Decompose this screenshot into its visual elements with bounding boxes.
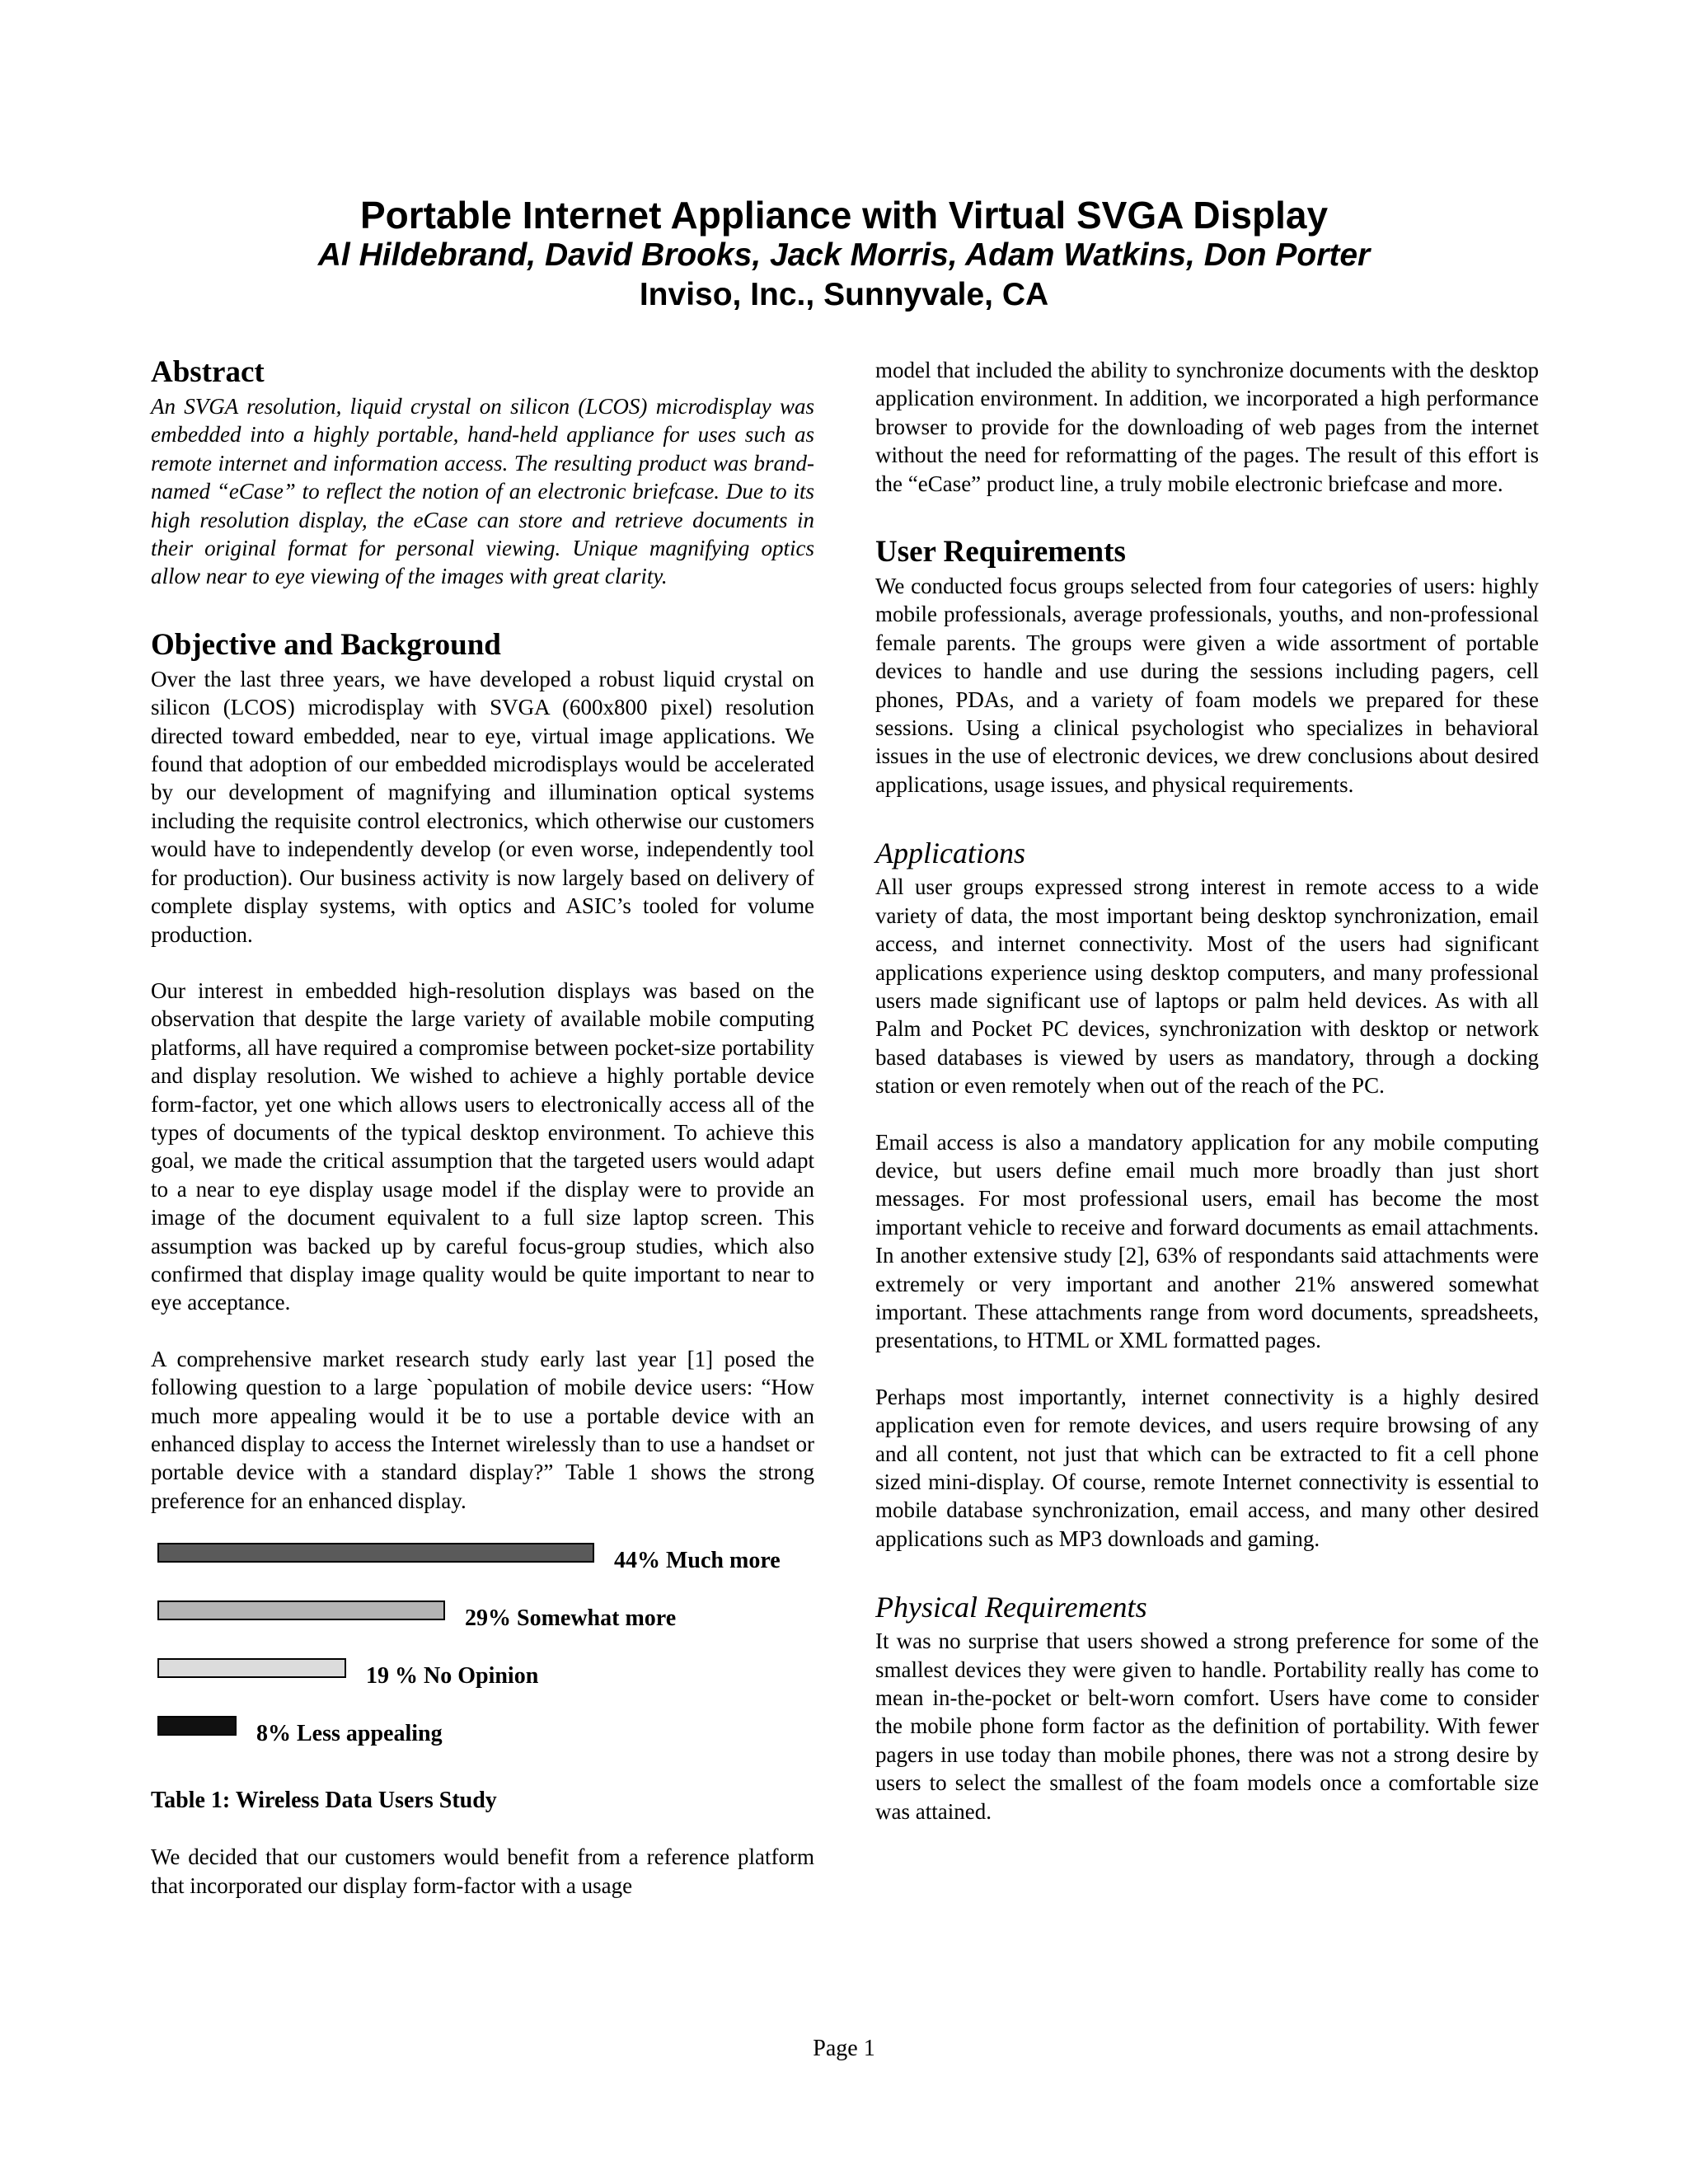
page-header — [0, 194, 1688, 315]
paper-title: Portable Internet Appliance with Virtual SVGA Display — [359, 194, 1329, 237]
bar-label: 44% Much more — [614, 1548, 781, 1574]
abstract-text: An SVGA resolution, liquid crystal on silicon (LCOS) microdisplay was embedded into a highly portable, hand-held appliance for uses such as remote internet and information access. The resulting product was brand-named “eCase” to reflect the notion of an electronic briefcase. Due to its high resolution display, the eCase can store and retrieve documents in their original format for personal viewing. Unique magnifying optics allow near to eye viewing of the images with great clarity. — [151, 394, 814, 589]
applications-paragraph-3: Perhaps most importantly, internet connectivity is a highly desired application even for remote devices, and users require browsing of any and all content, not just that which can be extracted to fit a cell phone sized mini-display. Of course, remote Internet connectivity is essential to mobile database synchronization, email access, and many other desired applications such as MP3 downloads and gaming. — [875, 1384, 1539, 1551]
right-paragraph-0: model that included the ability to synchronize documents with the desktop application environment. In addition, we incorporated a high performance browser to provide for the downloading of web pages from the internet without the need for reformatting of the pages. The result of this effort is the “eCase” product line, a truly mobile electronic briefcase and more. — [875, 358, 1539, 496]
physical-requirements-heading: Physical Requirements — [875, 1591, 1147, 1624]
objective-paragraph-3: A comprehensive market research study early last year [1] posed the following question to a large `population of mobile device users: “How much more appealing would it be to use a portable device with an enhanced display to access the Internet wirelessly than to use a handset or portable device with a standard display?” Table 1 shows the strong preference for an enhanced display. — [151, 1346, 814, 1513]
objective-heading: Objective and Background — [151, 627, 501, 662]
applications-paragraph-1: All user groups expressed strong interest in remote access to a wide variety of data, the most important being desktop synchronization, email access, and internet connectivity. Most of the users had significant applications experience using desktop computers, and many professional users made significant use of laptops or palm held devices. As with all Palm and Pocket PC devices, synchronization with desktop or network based databases is viewed by users as mandatory, through a docking station or even remotely when out of the reach of the PC. — [875, 874, 1539, 1099]
objective-paragraph-4: We decided that our customers would benefit from a reference platform that incorporated our display form-factor with a usage — [151, 1844, 814, 1898]
physical-requirements-paragraph: It was no surprise that users showed a strong preference for some of the smallest devices they were given to handle. Portability really has come to mean in-the-pocket or belt-worn comfort. Users have come to consider the mobile phone form factor as the definition of portability. With fewer pagers in use today than mobile phones, there was not a strong desire by users to select the smallest of the foam models once a comfortable size was attained. — [875, 1629, 1539, 1824]
table-caption: Table 1: Wireless Data Users Study — [151, 1788, 497, 1814]
user-requirements-heading: User Requirements — [875, 535, 1126, 569]
bar-label: 8% Less appealing — [256, 1721, 443, 1747]
bar-label: 29% Somewhat more — [465, 1605, 677, 1632]
left-column — [151, 354, 814, 1900]
abstract-heading: Abstract — [151, 355, 265, 389]
objective-paragraph-1: Over the last three years, we have developed a robust liquid crystal on silicon (LCOS) microdisplay with SVGA (600x800 pixel) resolution directed toward embedded, near to eye, virtual image applications. We found that adoption of our embedded microdisplays would be accelerated by our development of magnifying and illumination optical systems including the requisite control electronics, which otherwise our customers would have to independently develop (or even worse, independently tool for production). Our business activity is now largely based on delivery of complete display systems, with optics and ASIC’s tooled for volume production. — [151, 666, 814, 947]
bar-much-more — [157, 1543, 594, 1563]
bar-label: 19 % No Opinion — [366, 1663, 539, 1690]
applications-paragraph-2: Email access is also a mandatory application for any mobile computing device, but users define email much more broadly than just short messages. For most professional users, email has become the most important vehicle to receive and forward documents as email attachments. In another extensive study [2], 63% of respondants said attachments were extremely or very important and another 21% answered somewhat important. These attachments range from word documents, spreadsheets, presentations, to HTML or XML formatted pages. — [875, 1129, 1539, 1353]
user-requirements-paragraph: We conducted focus groups selected from four categories of users: highly mobile professionals, average professionals, youths, and non-professional female parents. The groups were given a wide assortment of portable devices to handle and use during the sessions including pagers, cell phones, PDAs, and a variety of foam models we prepared for these sessions. Using a clinical psychologist who specializes in behavioral issues in the use of electronic devices, we drew conclusions about desired applications, usage issues, and physical requirements. — [875, 574, 1539, 797]
paper-authors: Al Hildebrand, David Brooks, Jack Morris, Adam Watkins, Don Porter — [317, 237, 1371, 273]
objective-paragraph-2: Our interest in embedded high-resolution displays was based on the observation that despite the large variety of available mobile computing platforms, all have required a compromise between pocket-size portability and display resolution. We wished to achieve a highly portable device form-factor, yet one which allows users to electronically access all of the types of documents of the typical desktop environment. To achieve this goal, we made the critical assumption that the targeted users would adapt to a near to eye display usage model if the display were to provide an image of the document equivalent to a full size laptop screen. This assumption was backed up by careful focus-group studies, which also confirmed that display image quality would be quite important to near to eye acceptance. — [151, 977, 814, 1315]
paper-affiliation: Inviso, Inc., Sunnyvale, CA — [639, 277, 1049, 312]
survey-bar-chart — [151, 1531, 814, 1779]
bar-somewhat-more — [157, 1601, 445, 1620]
right-column — [875, 356, 1539, 1825]
bar-less-appealing — [157, 1716, 237, 1736]
page-number: Page 1 — [813, 2036, 875, 2061]
applications-heading: Applications — [875, 837, 1025, 870]
bar-no-opinion — [157, 1658, 346, 1678]
